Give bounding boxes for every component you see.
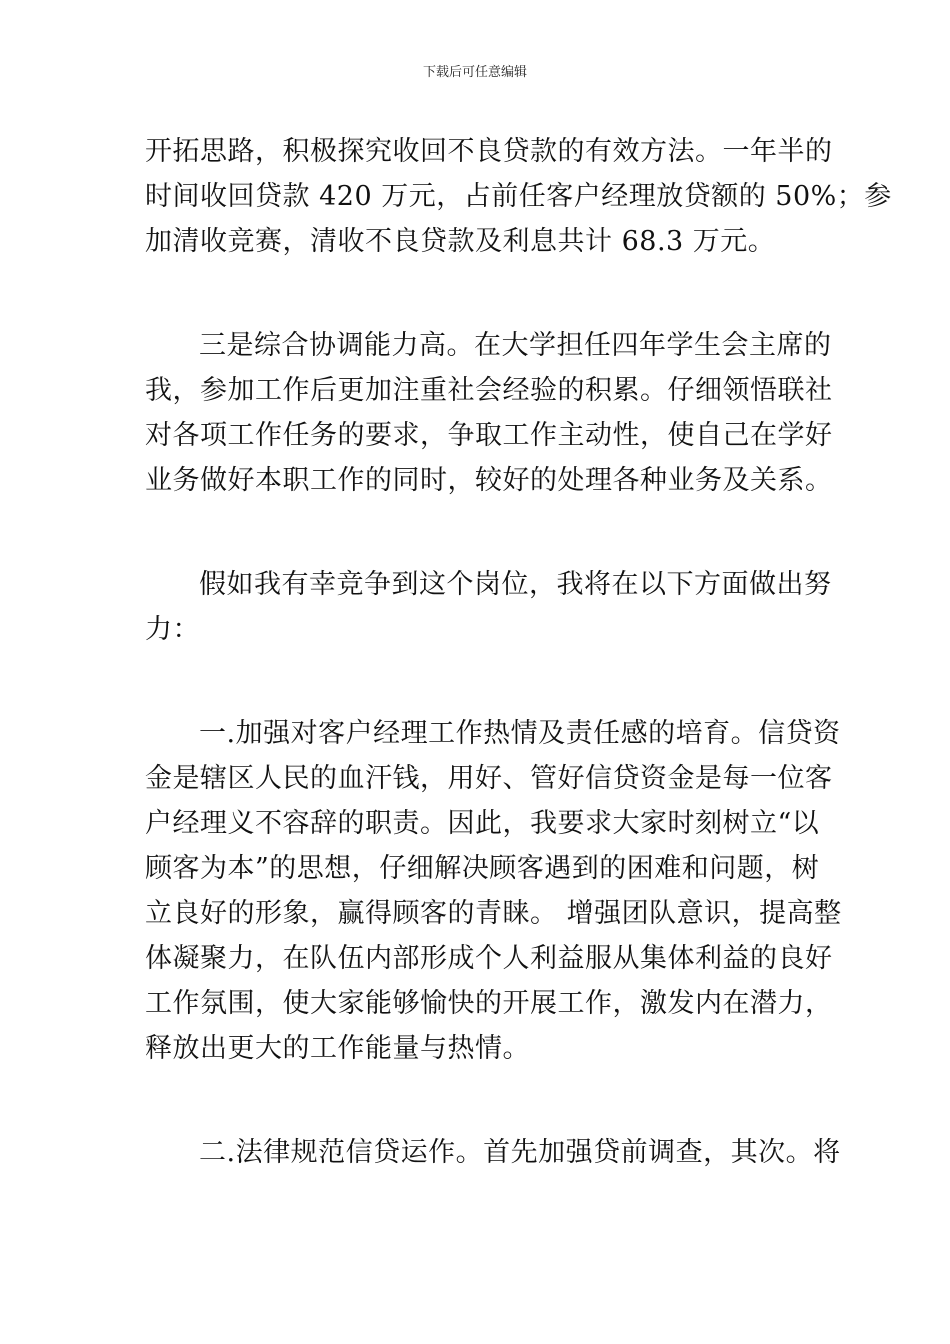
text-line: 工作氛围，使大家能够愉快的开展工作，激发内在潜力，: [145, 988, 833, 1019]
text-line: 三是综合协调能力高。在大学担任四年学生会主席的: [199, 330, 832, 361]
text-line: 业务做好本职工作的同时，较好的处理各种业务及关系。: [145, 465, 833, 496]
text-line: 开拓思路，积极探究收回不良贷款的有效方法。一年半的: [145, 136, 833, 167]
text-line: 立良好的形象，赢得顾客的青睐。 增强团队意识，提高整: [145, 898, 842, 929]
paragraph-5: [145, 1130, 841, 1175]
text-line: 我，参加工作后更加注重社会经验的积累。仔细领悟联社: [145, 375, 833, 406]
text-line: 金是辖区人民的血汗钱，用好、管好信贷资金是每一位客: [145, 763, 833, 794]
page-header: 下载后可任意编辑: [422, 65, 527, 80]
paragraph-2: [145, 323, 833, 503]
text-line: 体凝聚力，在队伍内部形成个人利益服从集体利益的良好: [145, 943, 833, 974]
paragraph-3: [145, 562, 832, 652]
text-line: 加清收竞赛，清收不良贷款及利息共计 68.3 万元。: [145, 226, 776, 257]
text-line: 释放出更大的工作能量与热情。: [145, 1033, 530, 1064]
paragraph-4: [145, 711, 842, 1071]
text-line: 假如我有幸竞争到这个岗位，我将在以下方面做出努: [199, 569, 832, 600]
text-line: 顾客为本”的思想，仔细解决顾客遇到的困难和问题，树: [145, 853, 820, 884]
text-line: 对各项工作任务的要求，争取工作主动性，使自己在学好: [145, 420, 833, 451]
text-line: 时间收回贷款 420 万元，占前任客户经理放贷额的 50%；参: [145, 181, 892, 212]
text-line: 户经理义不容辞的职责。因此，我要求大家时刻树立“以: [145, 808, 820, 839]
text-line: 二.法律规范信贷运作。首先加强贷前调查，其次。将: [199, 1137, 841, 1168]
document-body: [145, 129, 892, 1234]
text-line: 力：: [145, 614, 200, 645]
text-line: 一.加强对客户经理工作热情及责任感的培育。信贷资: [199, 718, 841, 749]
paragraph-1: [145, 129, 892, 264]
